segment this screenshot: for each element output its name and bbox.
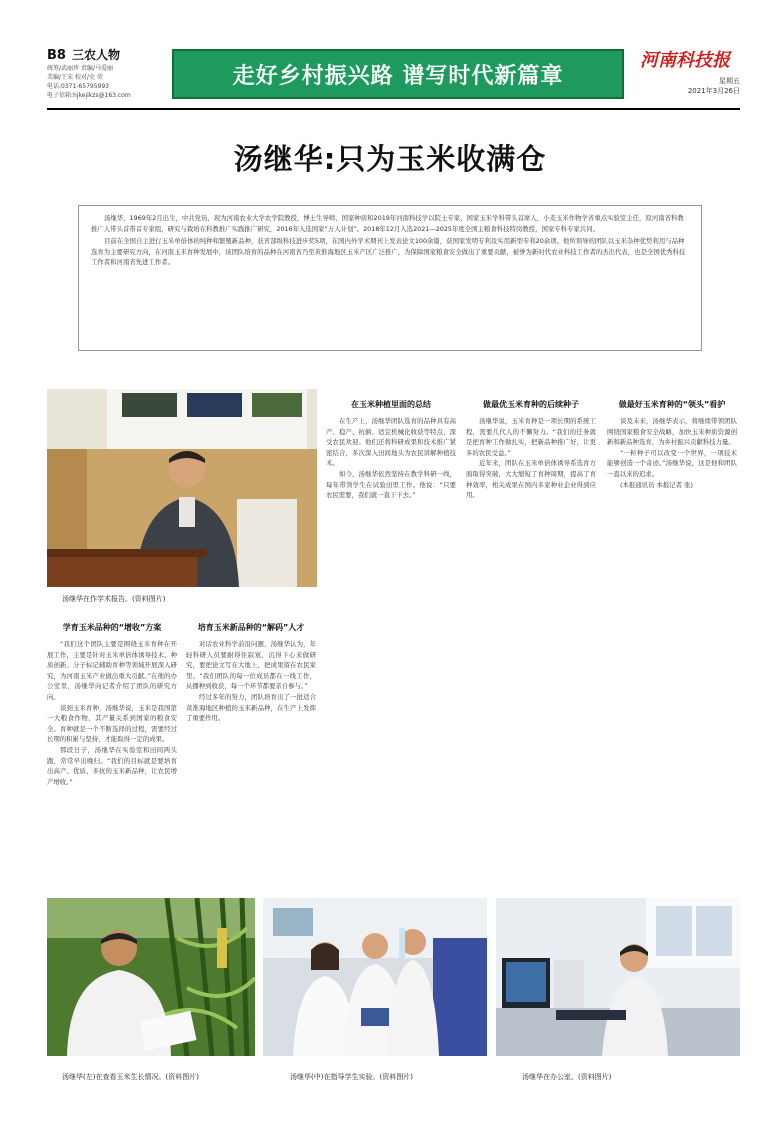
column-subheading: 学育玉米品种的“增收”方案	[62, 623, 162, 632]
article-column	[466, 389, 596, 877]
section-name: 三农人物	[71, 48, 120, 62]
portrait-photo	[47, 389, 317, 587]
body-paragraph: “我们这个团队主要是围绕玉米育种在开展工作，主要是针对玉米单倍体诱导技术、种质创新、分子标记辅助育种等领域开展深入研究，为河南玉米产业做出重大贡献。”在他的办公室里，汤继华向记者介绍了团队的研究方向。	[47, 640, 177, 701]
intro-paragraph: 目前在全国自主进行玉米单倍体的纯种和繁殖新品种，获省部级科技进步奖5项，在国内外学术期刊上发表论文100余篇，获国家发明专利及实用新型专利20余项。他所领导的团队以玉米杂种优势利用与品种选育为主要研究方向，在河南玉米育种发展中，该团队培育的品种在河南省乃至黄淮海地区玉米产区广泛推广，为保障国家粮食安全做出了重要贡献，被誉为新时代农业科技工作者的杰出代表，也是全国优秀科技工作者和河南省先进工作者。	[91, 237, 686, 266]
editor-line: 统筹/武丽珍 责编/马爱丽	[47, 65, 113, 72]
field-photo	[47, 898, 255, 1056]
lab-illustration	[263, 898, 487, 1056]
column-subheading: 培育玉米新品种的“解码”人才	[197, 623, 305, 632]
header-rule	[47, 108, 740, 110]
theme-banner: 走好乡村振兴路 谱写时代新篇章	[172, 49, 624, 99]
body-paragraph: 谈到玉米育种，汤继华说，玉米是我国第一大粮食作物，其产量关系到国家的粮食安全。育种就是一个不断选择的过程，需要经过长期的积累与坚持，才能取得一定的成果。	[47, 703, 177, 744]
body-paragraph: 近年来，团队在玉米单倍体诱导系选育方面取得突破，大大缩短了育种周期，提高了育种效率，相关成果在国内多家种业企业得到应用。	[466, 459, 596, 500]
body-paragraph: 汤继华说，玉米育种是一项长期的系统工程，需要几代人的不懈努力。“我们的任务就是把育种工作做扎实，把新品种推广好，让更多的农民受益。”	[466, 417, 596, 457]
article-column	[326, 389, 456, 877]
date: 2021年3月26日	[687, 87, 740, 95]
body-paragraph: 谈及未来，汤继华表示，将继续带领团队围绕国家粮食安全战略，加快玉米种质资源创新和新品种选育，为乡村振兴贡献科技力量。	[607, 417, 737, 447]
editor-info	[47, 64, 167, 100]
body-paragraph: 经过多年的努力，团队培育出了一批适合黄淮海地区种植的玉米新品种，在生产上发挥了重要作用。	[186, 692, 316, 723]
lab-photo	[263, 898, 487, 1056]
editor-line: 电子信箱:hjkejikzs@163.com	[47, 92, 131, 99]
article-title: 汤继华:只为玉米收满仓	[233, 142, 547, 176]
column-subheading: 做最优玉米育种的后续种子	[483, 400, 579, 409]
article-column	[607, 389, 737, 877]
page-number: B8	[47, 48, 66, 63]
speaker-illustration	[47, 389, 317, 587]
article-column	[47, 612, 177, 877]
body-paragraph: 那段日子，汤继华在实验室和田间两头跑，常常早出晚归。“我们的目标就是要培育出高产、优质、多抗的玉米新品种，让农民增产增收。”	[47, 745, 177, 786]
section-label	[47, 46, 120, 63]
editor-line: 美编/王宋 校对/史 荧	[47, 74, 103, 81]
intro-paragraph: 汤继华，1969年2月出生，中共党员，现为河南农业大学农学院教授，博士生导师，国家种质和2019年河南科技学以院士专家、国家玉米学科带头首席人，小麦玉米作物学省重点实验室主任，原河南省科教推广人带头首带首专家组，研究与栽培在科教推广实践推广研究，2016年入选国家“万人计划”。2018年12月入选2021—2025年度全国主粮食科技特岗教授，国家专科专家共同。	[91, 214, 684, 233]
intro-box	[78, 205, 702, 351]
issue-date	[680, 76, 740, 96]
body-paragraph: 对话农业科学前沿问题，汤继华认为，年轻科研人员要耐得住寂寞，沉得下心来做研究，要把论文写在大地上，把成果留在农民家里。“我们团队的每一位成员都在一线工作，从播种到收获，每一个环节都要亲自参与。”	[186, 640, 316, 691]
column-subheading: 做最好玉米育种的“领头”看护	[618, 400, 726, 409]
weekday: 星期五	[719, 77, 740, 85]
column-subheading: 在玉米种植里面的总结	[351, 400, 431, 409]
lab-caption: 汤继华(中)在指导学生实验。(资料图片)	[290, 1073, 413, 1081]
editor-line: 电话:0371-65795993	[47, 83, 109, 90]
cornfield-illustration	[47, 898, 255, 1056]
office-photo	[496, 898, 740, 1056]
body-paragraph: 如今，汤继华依然坚持在教学科研一线，每年带领学生在试验田里工作。他说：“只要农民需要，我们就一直干下去。”	[326, 469, 456, 500]
article-column	[186, 612, 316, 877]
office-illustration	[496, 898, 740, 1056]
newspaper-logo: 河南科技报	[640, 50, 730, 71]
portrait-caption: 汤继华在作学术报告。(资料图片)	[62, 595, 166, 603]
body-paragraph: (本报通讯员 本报记者 张)	[620, 480, 693, 489]
body-paragraph: 在生产上，汤继华团队选育的品种具有高产、稳产、抗倒、适宜机械化收获等特点，深受农民欢迎。他们还将科研成果和技术推广紧密结合，多次深入田间地头为农民讲解种植技术。	[326, 417, 456, 468]
field-caption: 汤继华(左)在查看玉米生长情况。(资料图片)	[62, 1073, 199, 1081]
body-paragraph: “一粒种子可以改变一个世界，一项技术能够创造一个奇迹。”汤继华说，这是他和团队一直以来的追求。	[607, 448, 737, 478]
office-caption: 汤继华在办公室。(资料图片)	[522, 1073, 612, 1081]
